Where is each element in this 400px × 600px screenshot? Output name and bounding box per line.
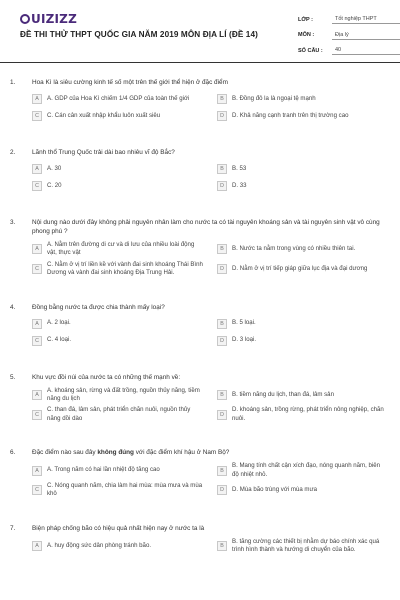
option-text: A. GDP của Hoa Kì chiếm 1/4 GDP của toàn thế giới bbox=[47, 94, 190, 102]
option-text: B. Mang tính chất cận xích đạo, nóng quanh năm, biên độ nhiệt nhỏ. bbox=[232, 462, 381, 478]
option-text: D. Nằm ở vị trí tiếp giáp giữa lục địa và đại dương bbox=[232, 265, 368, 273]
worksheet-header bbox=[16, 0, 386, 62]
option-text: B. tăng cường các thiết bị nhằm dự báo chính xác quá trình hình thành và hướng di chuyển của bão. bbox=[232, 537, 380, 554]
option-letter-badge: B bbox=[217, 390, 227, 400]
answer-option[interactable] bbox=[32, 317, 203, 331]
option-text: B. 5 loại. bbox=[232, 319, 256, 327]
answer-option[interactable] bbox=[217, 387, 388, 404]
answer-option[interactable] bbox=[217, 538, 388, 555]
option-letter-badge: D bbox=[217, 336, 227, 346]
question-list bbox=[10, 78, 388, 558]
option-letter-badge: C bbox=[32, 264, 42, 274]
question-item bbox=[10, 448, 388, 502]
answer-option[interactable] bbox=[217, 462, 388, 479]
question-text bbox=[32, 448, 388, 457]
answer-option[interactable] bbox=[217, 334, 388, 348]
answer-option[interactable] bbox=[32, 334, 203, 348]
option-text: C. Cán cân xuất nhập khẩu luôn xuất siêu bbox=[47, 111, 161, 119]
option-text: D. Khả năng cạnh tranh trên thị trường cao bbox=[232, 111, 349, 119]
option-text: B. 53 bbox=[232, 164, 247, 172]
option-grid bbox=[32, 462, 388, 502]
logo-q-icon bbox=[20, 14, 30, 24]
option-letter-badge: D bbox=[217, 264, 227, 274]
question-header bbox=[10, 448, 388, 457]
answer-option[interactable] bbox=[32, 162, 203, 176]
option-text: B. Đồng đô la là ngoại tệ mạnh bbox=[232, 94, 316, 102]
header-divider bbox=[0, 62, 400, 63]
option-text: C. Nằm ở vị trí liền kề với vành đai sinh khoáng Thái Bình Dương và vành đai sinh khoáng Địa Trung Hải. bbox=[47, 260, 203, 277]
answer-option[interactable] bbox=[32, 406, 203, 423]
question-header bbox=[10, 303, 388, 312]
question-item bbox=[10, 148, 388, 196]
question-item bbox=[10, 373, 388, 427]
option-text: A. 2 loại. bbox=[47, 319, 71, 327]
option-letter-badge: D bbox=[217, 410, 227, 420]
option-grid bbox=[32, 387, 388, 427]
question-text-part: với đặc điểm khí hậu ở Nam Bộ? bbox=[133, 449, 230, 457]
option-letter-badge: A bbox=[32, 466, 42, 476]
question-header bbox=[10, 524, 388, 533]
answer-option[interactable] bbox=[32, 92, 203, 106]
answer-option[interactable] bbox=[32, 241, 203, 258]
question-text-emphasis: không đúng bbox=[97, 449, 134, 457]
option-text: A. khoáng sản, rừng và đất trồng, nguồn thủy năng, tiềm năng du lịch bbox=[47, 386, 200, 403]
option-text: C. 4 loại. bbox=[47, 336, 72, 344]
option-letter-badge: A bbox=[32, 319, 42, 329]
option-grid bbox=[32, 538, 388, 558]
meta-row bbox=[298, 12, 400, 28]
option-letter-badge: C bbox=[32, 410, 42, 420]
option-letter-badge: B bbox=[217, 244, 227, 254]
option-letter-badge: B bbox=[217, 94, 227, 104]
answer-option[interactable] bbox=[32, 538, 203, 555]
question-header bbox=[10, 373, 388, 382]
quizizz-logo bbox=[20, 12, 77, 26]
question-text: Khu vực đồi núi của nước ta có những thế mạnh về: bbox=[32, 373, 181, 381]
question-text: Đồng bằng nước ta được chia thành mấy loại? bbox=[32, 303, 165, 311]
question-item bbox=[10, 524, 388, 558]
option-letter-badge: D bbox=[217, 111, 227, 121]
logo-text: UIZIZZ bbox=[31, 12, 77, 26]
question-text-part: Đặc điểm nào sau đây bbox=[32, 449, 98, 457]
option-grid bbox=[32, 241, 388, 281]
option-letter-badge: B bbox=[217, 466, 227, 476]
option-letter-badge: A bbox=[32, 94, 42, 104]
answer-option[interactable] bbox=[32, 387, 203, 404]
option-text: C. 20 bbox=[47, 181, 62, 189]
question-item bbox=[10, 78, 388, 126]
meta-label-subject: MÔN : bbox=[298, 32, 315, 39]
answer-option[interactable] bbox=[32, 482, 203, 499]
question-number: 4. bbox=[10, 303, 16, 311]
option-text: A. Nằm trên đường di cư và di lưu của nhiều loài động vật, thực vật bbox=[47, 241, 195, 257]
answer-option[interactable] bbox=[32, 462, 203, 479]
meta-table bbox=[298, 12, 400, 59]
question-text: Hoa Kì là siêu cường kinh tế số một trên thế giới thể hiện ở đặc điểm bbox=[32, 79, 228, 86]
option-grid bbox=[32, 162, 388, 196]
answer-option[interactable] bbox=[32, 261, 203, 278]
question-item bbox=[10, 218, 388, 281]
option-letter-badge: C bbox=[32, 181, 42, 191]
option-text: B. Nước ta nằm trong vùng có nhiều thiên tai. bbox=[232, 245, 356, 253]
answer-option[interactable] bbox=[217, 92, 388, 106]
answer-option[interactable] bbox=[217, 261, 388, 278]
meta-label-class: LỚP : bbox=[298, 16, 313, 23]
page-title: ĐỀ THI THỬ THPT QUỐC GIA NĂM 2019 MÔN ĐỊA LÍ (ĐỀ 14) bbox=[20, 30, 258, 39]
answer-option[interactable] bbox=[217, 179, 388, 193]
answer-option[interactable] bbox=[217, 241, 388, 258]
option-text: D. 33 bbox=[232, 181, 247, 189]
question-number: 6. bbox=[10, 449, 16, 457]
meta-row bbox=[298, 28, 400, 44]
option-letter-badge: D bbox=[217, 485, 227, 495]
question-header bbox=[10, 218, 388, 236]
meta-row bbox=[298, 43, 400, 59]
answer-option[interactable] bbox=[217, 406, 388, 423]
answer-option[interactable] bbox=[217, 109, 388, 123]
option-text: A. Trong năm có hai lần nhiệt độ tăng cao bbox=[47, 466, 160, 474]
question-number: 5. bbox=[10, 373, 16, 381]
meta-value-subject: Địa lý bbox=[332, 31, 400, 40]
option-letter-badge: B bbox=[217, 319, 227, 329]
answer-option[interactable] bbox=[217, 162, 388, 176]
option-grid bbox=[32, 317, 388, 351]
option-grid bbox=[32, 92, 388, 126]
question-header bbox=[10, 78, 388, 87]
option-letter-badge: A bbox=[32, 541, 42, 551]
answer-option[interactable] bbox=[217, 482, 388, 499]
option-text: C. than đá, lâm sản, phát triển chăn nuôi, nguồn thủy năng dồi dào bbox=[47, 406, 191, 422]
option-letter-badge: D bbox=[217, 181, 227, 191]
option-letter-badge: C bbox=[32, 485, 42, 495]
question-item bbox=[10, 303, 388, 351]
meta-value-class: Tốt nghiệp THPT bbox=[332, 15, 400, 24]
option-letter-badge: A bbox=[32, 164, 42, 174]
option-text: D. khoáng sản, trồng rừng, phát triển nông nghiệp, chăn nuôi. bbox=[232, 406, 384, 422]
option-letter-badge: C bbox=[32, 111, 42, 121]
option-text: A. 30 bbox=[47, 164, 62, 172]
answer-option[interactable] bbox=[32, 109, 203, 123]
meta-value-count: 40 bbox=[332, 46, 400, 55]
question-text: Nội dung nào dưới đây không phải nguyên nhân làm cho nước ta có tài nguyên khoáng sản và tài nguyên sinh vật vô cùng phong phú ? bbox=[32, 219, 380, 235]
option-letter-badge: B bbox=[217, 541, 227, 551]
option-text: C. Nóng quanh năm, chia làm hai mùa: mùa mưa và mùa khô bbox=[47, 482, 203, 498]
option-letter-badge: A bbox=[32, 390, 42, 400]
option-letter-badge: C bbox=[32, 336, 42, 346]
question-text: Biện pháp chống bão có hiệu quả nhất hiện nay ở nước ta là bbox=[32, 524, 205, 532]
meta-label-count: SỐ CÂU : bbox=[298, 47, 323, 54]
option-letter-badge: B bbox=[217, 164, 227, 174]
question-number: 2. bbox=[10, 149, 16, 156]
question-header bbox=[10, 148, 388, 157]
question-number: 3. bbox=[10, 219, 16, 226]
option-letter-badge: A bbox=[32, 244, 42, 254]
option-text: D. 3 loại. bbox=[232, 336, 257, 344]
option-text: A. huy động sức dân phòng tránh bão. bbox=[47, 542, 152, 550]
option-text: B. tiềm năng du lịch, than đá, lâm sản bbox=[232, 390, 334, 398]
answer-option[interactable] bbox=[32, 179, 203, 193]
question-number: 1. bbox=[10, 79, 16, 86]
question-text: Lãnh thổ Trung Quốc trải dài bao nhiêu vĩ độ Bắc? bbox=[32, 149, 175, 156]
answer-option[interactable] bbox=[217, 317, 388, 331]
option-text: D. Mùa bão trùng với mùa mưa bbox=[232, 486, 317, 494]
question-number: 7. bbox=[10, 524, 16, 532]
